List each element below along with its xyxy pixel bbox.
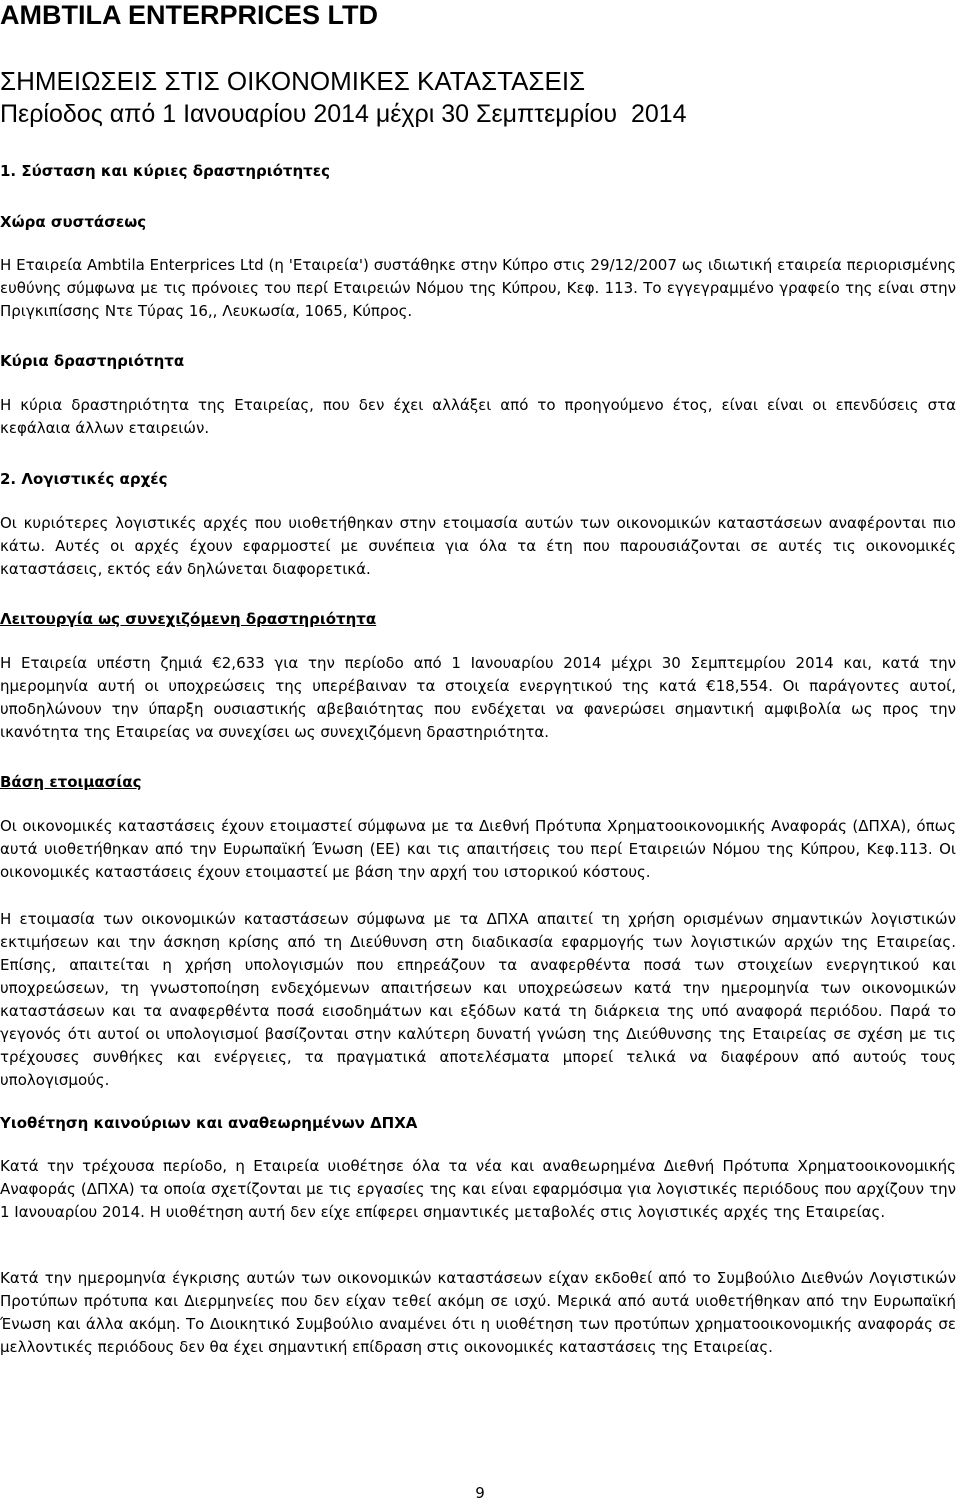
adoption-paragraph-2: Κατά την ημερομηνία έγκρισης αυτών των οικονομικών καταστάσεων είχαν εκδοθεί από το Συμβούλιο Διεθνών Λογιστικών Προτύπων πρότυπα και Διερμηνείες που δεν είχαν τεθεί ακόμη σε ισχύ. Μερικά από αυτά υιοθετήθηκαν από την Ευρωπαϊκή Ένωση και άλλα ακόμη. Το Διοικητικό Συμβούλιο αναμένει ότι η υιοθέτηση των προτύπων χρηματοοικονομικής αναφοράς σε μελλοντικές περιόδους δεν θα έχει σημαντική επίδραση στις οικονομικές καταστάσεις της Εταιρείας.	[0, 1269, 956, 1356]
adoption-heading: Υιοθέτηση καινούριων και αναθεωρημένων ΔΠΧΑ	[0, 1114, 418, 1132]
going-concern-paragraph: Η Εταιρεία υπέστη ζημιά €2,633 για την περίοδο από 1 Ιανουαρίου 2014 μέχρι 30 Σεμπτεμρίου 2014 και, κατά την ημερομηνία αυτή οι υποχρεώσεις της υπερέβαιναν τα στοιχεία ενεργητικού της κατά €18,554. Οι παράγοντες αυτοί, υποδηλώνουν την ύπαρξη ουσιαστικής αβεβαιότητας που ενδέχεται να φανερώσει σημαντική αμφιβολία ως προς την ικανότητα της Εταιρείας να συνεχίσει ως συνεχιζόμενη δραστηριότητα.	[0, 654, 956, 741]
accounting-policies-paragraph: Οι κυριότερες λογιστικές αρχές που υιοθετήθηκαν στην ετοιμασία αυτών των οικονομικών καταστάσεων αναφέρονται πιο κάτω. Αυτές οι αρχές έχουν εφαρμοστεί με συνέπεια για όλα τα έτη που παρουσιάζονται σε αυτές τις οικονομικές καταστάσεις, εκτός εάν δηλώνεται διαφορετικά.	[0, 514, 956, 578]
page-number: 9	[475, 1484, 485, 1502]
activity-heading: Κύρια δραστηριότητα	[0, 352, 185, 370]
basis-paragraph-2: Η ετοιμασία των οικονομικών καταστάσεων σύμφωνα με τα ΔΠΧΑ απαιτεί τη χρήση ορισμένων σημαντικών λογιστικών εκτιμήσεων και την άσκηση κρίσης από τη Διεύθυνση στη διαδικασία εφαρμογής των λογιστικών αρχών της Εταιρείας. Επίσης, απαιτείται η χρήση υπολογισμών που επηρεάζουν τα αναφερθέντα ποσά των στοιχείων ενεργητικού και υποχρεώσεων, τη γνωστοποίηση ενδεχόμενων απαιτήσεων και υποχρεώσεων κατά την ημερομηνία των οικονομικών καταστάσεων και τα αναφερθέντα ποσά εισοδημάτων και εξόδων κατά τη διάρκεια της υπό αναφορά περιόδου. Παρά το γεγονός ότι αυτοί οι υπολογισμοί βασίζονται στην καλύτερη δυνατή γνώση της Διεύθυνσης της Εταιρείας σε σχέση με τις τρέχουσες συνθήκες και ενέργειες, τα πραγματικά αποτελέσματα μπορεί τελικά να διαφέρουν από αυτούς τους υπολογισμούς.	[0, 910, 956, 1089]
incorporation-paragraph: Η Εταιρεία Ambtila Enterprices Ltd (η 'Εταιρεία') συστάθηκε στην Κύπρο στις 29/12/2007 ως ιδιωτική εταιρεία περιορισμένης ευθύνης σύμφωνα με τις πρόνοιες του περί Εταιρειών Νόμου της Κύπρου, Κεφ. 113. Το εγγεγραμμένο γραφείο της είναι στην Πριγκιπίσσης Ντε Τύρας 16,, Λευκωσία, 1065, Κύπρος.	[0, 256, 956, 320]
basis-heading: Βάση ετοιμασίας	[0, 773, 142, 791]
report-period: Περίοδος από 1 Ιανουαρίου 2014 μέχρι 30 Σεμπτεμρίου 2014	[0, 100, 687, 128]
activity-paragraph: Η κύρια δραστηριότητα της Εταιρείας, που δεν έχει αλλάξει από το προηγούμενο έτος, είναι είναι οι επενδύσεις στα κεφάλαια άλλων εταιρειών.	[0, 396, 956, 437]
company-name: AMBTILA ENTERPRICES LTD	[0, 0, 378, 30]
section-1-heading: 1. Σύσταση και κύριες δραστηριότητες	[0, 162, 330, 180]
going-concern-heading: Λειτουργία ως συνεχιζόμενη δραστηριότητα	[0, 610, 377, 628]
country-heading: Χώρα συστάσεως	[0, 213, 147, 231]
document-title: ΣΗΜΕΙΩΣΕΙΣ ΣΤΙΣ ΟΙΚΟΝΟΜΙΚΕΣ ΚΑΤΑΣΤΑΣΕΙΣ	[0, 66, 586, 96]
adoption-paragraph-1: Κατά την τρέχουσα περίοδο, η Εταιρεία υιοθέτησε όλα τα νέα και αναθεωρημένα Διεθνή Πρότυπα Χρηματοοικονομικής Αναφοράς (ΔΠΧΑ) τα οποία σχετίζονται με τις εργασίες της και είναι εφαρμόσιμα για λογιστικές περιόδους που αρχίζουν την 1 Ιανουαρίου 2014. Η υιοθέτηση αυτή δεν είχε επίφερει σημαντικές μεταβολές στις λογιστικές αρχές της Εταιρείας.	[0, 1157, 956, 1221]
basis-paragraph-1: Οι οικονομικές καταστάσεις έχουν ετοιμαστεί σύμφωνα με τα Διεθνή Πρότυπα Χρηματοοικονομικής Αναφοράς (ΔΠΧΑ), όπως αυτά υιοθετήθηκαν από την Ευρωπαϊκή Ένωση (ΕΕ) και τις απαιτήσεις του περί Εταιρειών Νόμου της Κύπρου, Κεφ.113. Οι οικονομικές καταστάσεις έχουν ετοιμαστεί με βάση την αρχή του ιστορικού κόστους.	[0, 817, 956, 881]
section-2-heading: 2. Λογιστικές αρχές	[0, 470, 168, 488]
